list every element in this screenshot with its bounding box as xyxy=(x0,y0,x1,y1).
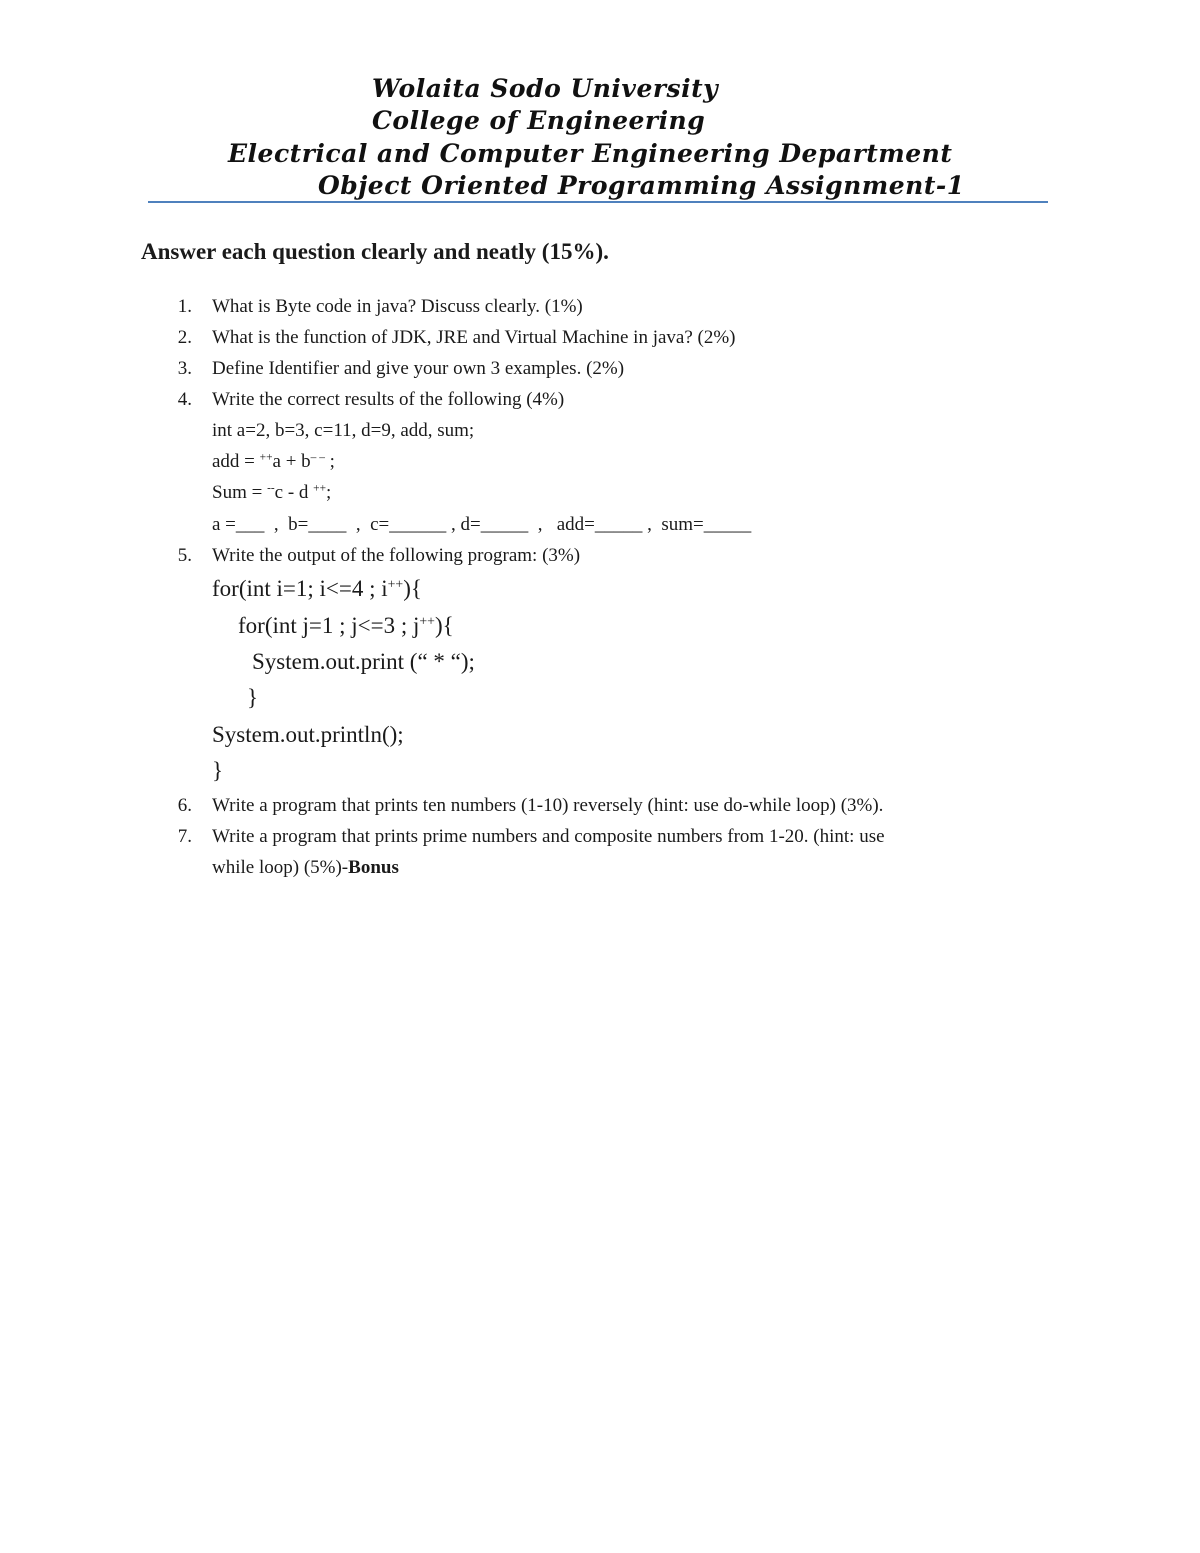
q4-add-expression xyxy=(212,451,335,473)
q4-sum-post-op: ++ xyxy=(313,482,327,495)
question-6 xyxy=(177,795,884,817)
question-number: 3. xyxy=(177,358,192,379)
question-7 xyxy=(177,826,885,848)
code-line-outer-close: } xyxy=(212,758,224,783)
question-number: 6. xyxy=(177,795,192,816)
instruction-heading: Answer each question clearly and neatly (15%). xyxy=(141,239,609,264)
question-1 xyxy=(177,296,583,318)
q4-sum-end: ; xyxy=(326,482,332,503)
q4-sum-expression xyxy=(212,482,331,504)
q4-add-post-op: – – xyxy=(310,451,325,464)
q4-declaration: int a=2, b=3, c=11, d=9, add, sum; xyxy=(212,420,475,441)
q4-add-end: ; xyxy=(324,451,335,472)
question-text: Define Identifier and give your own 3 examples. (2%) xyxy=(212,358,625,379)
department-name: Electrical and Computer Engineering Department xyxy=(228,139,953,168)
code-op: ++ xyxy=(419,613,435,629)
assignment-title: Object Oriented Programming Assignment-1 xyxy=(318,171,965,200)
question-3 xyxy=(177,358,625,380)
question-text: Write a program that prints ten numbers (1-10) reversely (hint: use do-while loop) (3%). xyxy=(212,795,884,816)
question-5 xyxy=(177,545,581,567)
q4-sum-prefix: Sum = xyxy=(212,482,268,503)
question-text: Write a program that prints prime numbers and composite numbers from 1-20. (hint: use xyxy=(212,826,885,847)
question-number: 4. xyxy=(177,389,192,410)
code-text: ){ xyxy=(403,576,422,601)
question-number: 1. xyxy=(177,296,192,317)
bonus-label: Bonus xyxy=(348,857,399,878)
q4-add-mid: a + b xyxy=(272,451,311,472)
question-text: What is Byte code in java? Discuss clearly. (1%) xyxy=(212,296,583,317)
question-4 xyxy=(177,389,565,411)
code-text: for(int j=1 ; j<=3 ; j xyxy=(238,613,420,638)
q4-sum-mid: c - d xyxy=(274,482,314,503)
q4-sum-pre-op: -- xyxy=(267,482,275,495)
question-7-continued xyxy=(212,857,399,879)
code-text: ){ xyxy=(434,613,454,638)
question-number: 5. xyxy=(177,545,192,566)
question-number: 7. xyxy=(177,826,192,847)
header-divider xyxy=(148,201,1048,203)
question-text: Write the correct results of the following (4%) xyxy=(212,389,565,410)
q4-answer-blanks: a =___ , b=____ , c=______ , d=_____ , add=_____ , sum=_____ xyxy=(212,514,752,535)
question-text: Write the output of the following program: (3%) xyxy=(212,545,581,566)
code-line-inner-for xyxy=(238,613,454,639)
code-text: for(int i=1; i<=4 ; i xyxy=(212,576,388,601)
college-name: College of Engineering xyxy=(372,106,706,135)
code-line-println: System.out.println(); xyxy=(212,722,404,747)
question-number: 2. xyxy=(177,327,192,348)
question-text: while loop) (5%)- xyxy=(212,857,349,878)
code-op: ++ xyxy=(387,576,404,592)
university-name: Wolaita Sodo University xyxy=(372,74,719,103)
question-text: What is the function of JDK, JRE and Virtual Machine in java? (2%) xyxy=(212,327,736,348)
code-line-inner-close: } xyxy=(247,685,259,710)
q4-add-pre-op: ++ xyxy=(259,451,273,464)
question-2 xyxy=(177,327,736,349)
code-line-outer-for xyxy=(212,576,422,602)
code-line-print: System.out.print (“ * “); xyxy=(252,649,475,674)
q4-add-prefix: add = xyxy=(212,451,260,472)
